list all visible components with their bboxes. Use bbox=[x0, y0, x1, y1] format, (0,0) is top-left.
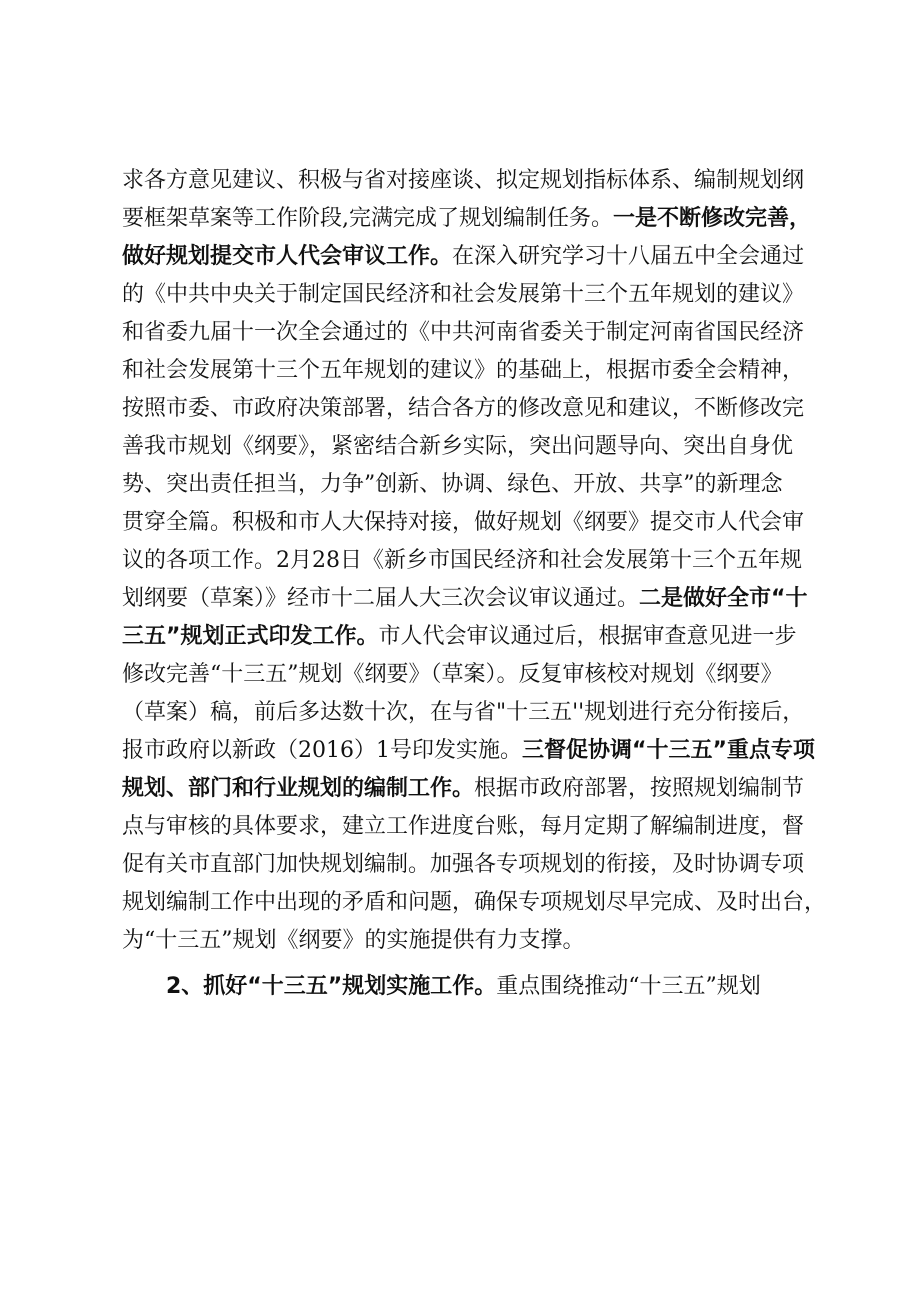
text-line: 划纲要（草案）》经市十二届人大三次会议审议通过。二是做好全市“十 bbox=[122, 586, 808, 611]
text-line: 要框架草案等工作阶段,完满完成了规划编制任务。一是不断修改完善， bbox=[122, 206, 812, 231]
text-line: 做好规划提交市人代会审议工作。在深入研究学习十八届五中全会通过 bbox=[122, 244, 805, 269]
text-line: 修改完善“十三五”规划《纲要》（草案）。反复审核校对规划《纲要》 bbox=[122, 662, 783, 687]
text-line: 和省委九届十一次全会通过的《中共河南省委关于制定河南省国民经济 bbox=[122, 320, 805, 345]
text-line: 议的各项工作。2月28日《新乡市国民经济和社会发展第十三个五年规 bbox=[122, 548, 802, 573]
text-line: （草案）稿，前后多达数十次，在与省"十三五''规划进行充分衔接后， bbox=[122, 700, 805, 725]
text-line: 求各方意见建议、积极与省对接座谈、拟定规划指标体系、编制规划纲 bbox=[122, 168, 805, 193]
text-line: 规划编制工作中出现的矛盾和问题，确保专项规划尽早完成、及时出台， bbox=[122, 890, 827, 915]
text-line: 促有关市直部门加快规划编制。加强各专项规划的衔接，及时协调专项 bbox=[122, 852, 805, 877]
text-line: 规划、部门和行业规划的编制工作。根据市政府部署，按照规划编制节 bbox=[122, 776, 805, 801]
text-line: 三五”规划正式印发工作。市人代会审议通过后，根据审查意见进一步 bbox=[122, 624, 797, 649]
text-line: 2、抓好“十三五”规划实施工作。重点围绕推动“十三五”规划 bbox=[166, 974, 761, 999]
text-line: 的《中共中央关于制定国民经济和社会发展第十三个五年规划的建议》 bbox=[122, 282, 805, 307]
text-line: 和社会发展第十三个五年规划的建议》的基础上，根据市委全会精神， bbox=[122, 358, 805, 383]
body-text bbox=[122, 162, 827, 1006]
text-line: 报市政府以新政（2016）1号印发实施。三督促协调“十三五”重点专项 bbox=[122, 738, 815, 763]
text-line: 点与审核的具体要求，建立工作进度台账，每月定期了解编制进度，督 bbox=[122, 814, 805, 839]
text-line: 为“十三五”规划《纲要》的实施提供有力支撑。 bbox=[122, 928, 585, 953]
text-line: 势、突出责任担当，力争”创新、协调、绿色、开放、共享”的新理念 bbox=[122, 472, 783, 497]
paragraph-gap bbox=[122, 960, 802, 968]
text-line: 贯穿全篇。积极和市人大保持对接，做好规划《纲要》提交市人代会审 bbox=[122, 510, 805, 535]
text-line: 按照市委、市政府决策部署，结合各方的修改意见和建议，不断修改完 bbox=[122, 396, 805, 421]
text-line: 善我市规划《纲要》，紧密结合新乡实际，突出问题导向、突出自身优 bbox=[122, 434, 794, 459]
